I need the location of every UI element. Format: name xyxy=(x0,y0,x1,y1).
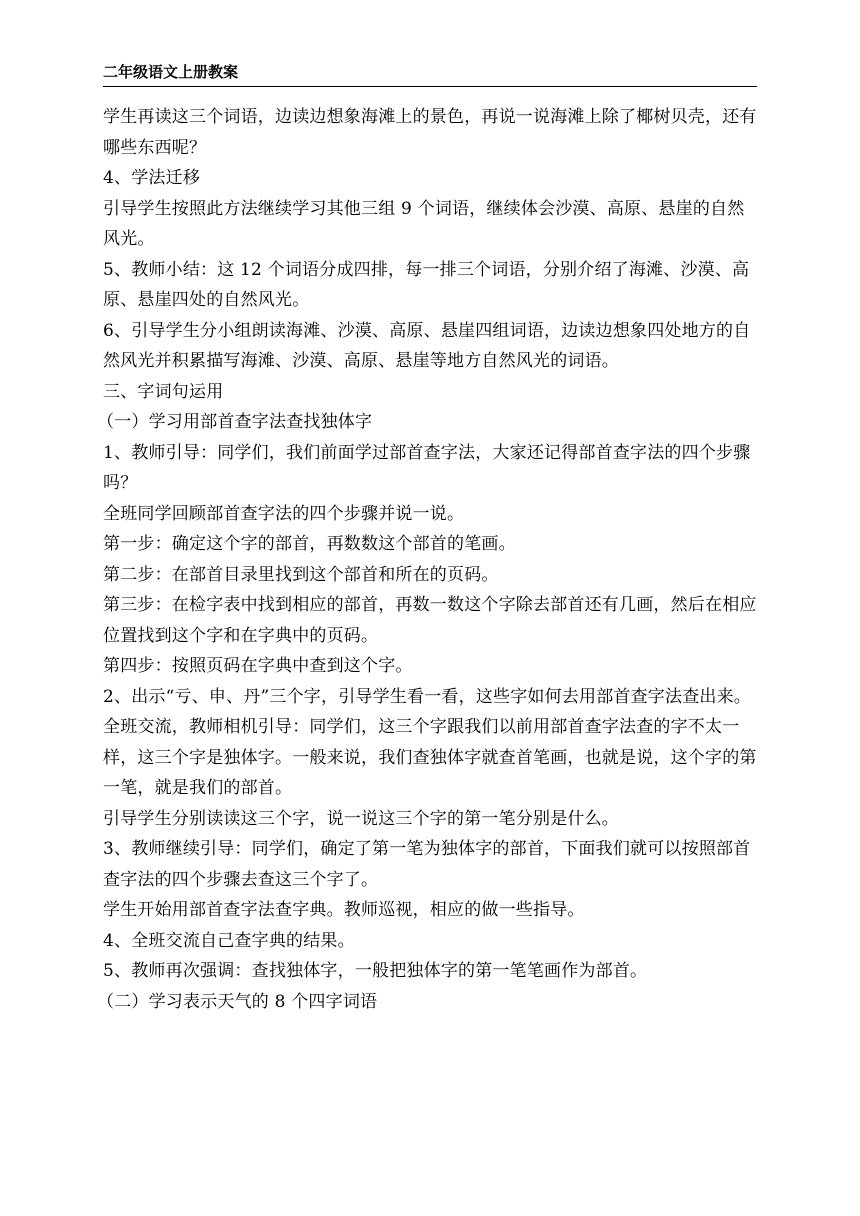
header-title: 二年级语文上册教案 xyxy=(103,63,239,81)
subsection-heading-radical-lookup: （一）学习用部首查字法查找独体字 xyxy=(97,412,373,432)
paragraph-read-characters: 引导学生分别读读这三个字，说一说这三个字的第一笔分别是什么。 xyxy=(103,808,619,829)
paragraph-show-characters: 2、出示“亏、申、丹”三个字，引导学生看一看，这些字如何去用部首查字法查出来。 xyxy=(103,686,751,707)
paragraph-teacher-summary: 5、教师小结：这 12 个词语分成四排，每一排三个词语，分别介绍了海滩、沙漠、高原、悬崖四处的自然风光。 xyxy=(103,259,750,310)
paragraph-step-2: 第二步：在部首目录里找到这个部首和所在的页码。 xyxy=(103,564,499,585)
page-header xyxy=(103,62,757,87)
paragraph-step-4: 第四步：按照页码在字典中查到这个字。 xyxy=(103,656,413,676)
document-body xyxy=(97,102,757,1017)
paragraph-class-exchange: 全班交流，教师相机引导：同学们，这三个字跟我们以前用部首查字法查的字不太一样，这三个字是独体字。一般来说，我们查独体字就查首笔画，也就是说，这个字的第一笔，就是我们的部首。 xyxy=(103,717,757,798)
paragraph-guide-learning: 引导学生按照此方法继续学习其他三组 9 个词语，继续体会沙漠、高原、悬崖的自然风光。 xyxy=(103,198,745,249)
section-heading-word-usage: 三、字词句运用 xyxy=(103,381,224,402)
paragraph-teacher-guide-1: 1、教师引导：同学们，我们前面学过部首查字法，大家还记得部首查字法的四个步骤吗？ xyxy=(103,442,751,493)
paragraph-step-1: 第一步：确定这个字的部首，再数数这个部首的笔画。 xyxy=(103,534,516,554)
paragraph-group-reading: 6、引导学生分小组朗读海滩、沙漠、高原、悬崖四组词语，边读边想象四处地方的自然风光并积累描写海滩、沙漠、高原、悬崖等地方自然风光的词语。 xyxy=(103,320,751,371)
paragraph-share-results: 4、全班交流自己查字典的结果。 xyxy=(103,930,355,951)
paragraph-class-review: 全班同学回顾部首查字法的四个步骤并说一说。 xyxy=(103,503,465,524)
paragraph-step-3: 第三步：在检字表中找到相应的部首，再数一数这个字除去部首还有几画，然后在相应位置找到这个字和在字典中的页码。 xyxy=(103,595,757,646)
subsection-heading-weather-words: （二）学习表示天气的 8 个四字词语 xyxy=(97,991,378,1012)
paragraph-reread-words: 学生再读这三个词语，边读边想象海滩上的景色，再说一说海滩上除了椰树贝壳，还有哪些东西呢？ xyxy=(103,107,757,158)
paragraph-dictionary-practice: 学生开始用部首查字法查字典。教师巡视，相应的做一些指导。 xyxy=(103,900,585,920)
paragraph-teacher-guide-3: 3、教师继续引导：同学们，确定了第一笔为独体字的部首，下面我们就可以按照部首查字法的四个步骤去查这三个字了。 xyxy=(103,839,751,890)
heading-method-transfer: 4、学法迁移 xyxy=(103,168,201,188)
paragraph-teacher-emphasis: 5、教师再次强调：查找独体字，一般把独体字的第一笔笔画作为部首。 xyxy=(103,961,648,981)
